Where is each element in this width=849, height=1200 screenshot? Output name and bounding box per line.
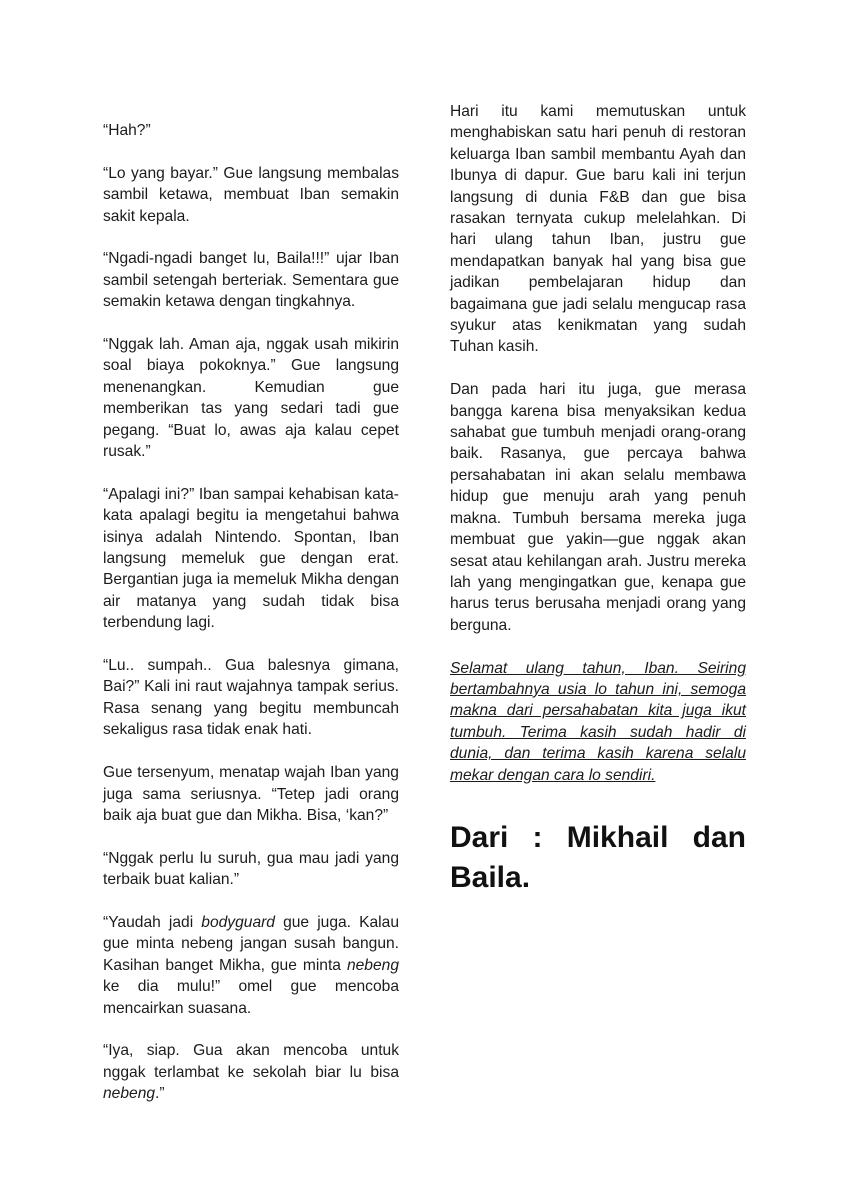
right-column <box>450 101 746 898</box>
paragraph: “Hah?” <box>103 122 151 139</box>
signoff-line: Baila. <box>450 860 531 894</box>
italic-text: bodyguard <box>201 913 275 931</box>
paragraph: “Lo yang bayar.” Gue langsung membalas sambil ketawa, membuat Iban semakin sakit kepala. <box>103 164 399 225</box>
paragraph <box>103 912 399 1019</box>
signoff-heading <box>450 818 746 898</box>
paragraph: Hari itu kami memutuskan untuk menghabiskan satu hari penuh di restoran keluarga Iban sambil membantu Ayah dan Ibunya di dapur. Gue baru kali ini terjun langsung di dunia F&B dan gue bisa rasakan ternyata cukup melelahkan. Di hari ulang tahun Iban, justru gue mendapatkan banyak hal yang bisa gue jadikan pembelajaran hidup dan bagaimana gue jadi selalu mengucap rasa syukur atas kenikmatan yang sudah Tuhan kasih. <box>450 103 746 356</box>
paragraph: “Ngadi-ngadi banget lu, Baila!!!” ujar Iban sambil setengah berteriak. Sementara gue semakin ketawa dengan tingkahnya. <box>103 250 399 311</box>
paragraph: Dan pada hari itu juga, gue merasa bangga karena bisa menyaksikan kedua sahabat gue tumbuh menjadi orang-orang baik. Rasanya, gue percaya bahwa persahabatan ini akan selalu membawa hidup gue menuju arah yang penuh makna. Tumbuh bersama mereka juga membuat gue yakin—gue nggak akan sesat atau kehilangan arah. Justru mereka lah yang mengingatkan gue, kenapa gue harus terus berusaha menjadi orang yang berguna. <box>450 381 746 634</box>
birthday-dedication: Selamat ulang tahun, Iban. Seiring bertambahnya usia lo tahun ini, semoga makna dari persahabatan kita juga ikut tumbuh. Terima kasih sudah hadir di dunia, dan terima kasih karena selalu mekar dengan cara lo sendiri. <box>450 659 746 784</box>
signoff-word: Mikhail <box>566 820 669 854</box>
left-column <box>103 120 399 1126</box>
text-run: .” <box>155 1085 165 1103</box>
paragraph <box>103 1040 399 1104</box>
paragraph: “Nggak lah. Aman aja, nggak usah mikirin soal biaya pokoknya.” Gue langsung menenangkan. Kemudian gue memberikan tas yang sedari tadi gue pegang. “Buat lo, awas aja kalau cepet rusak.” <box>103 336 399 461</box>
italic-text: nebeng <box>103 1085 156 1103</box>
text-run: “Iya, siap. Gua akan mencoba untuk nggak terlambat ke sekolah biar lu bisa <box>103 1042 399 1081</box>
italic-text: nebeng <box>346 956 399 974</box>
text-run: gue juga. Kalau gue minta nebeng jangan susah bangun. Kasihan banget Mikha, gue minta <box>103 913 399 974</box>
paragraph: “Apalagi ini?” Iban sampai kehabisan kata-kata apalagi begitu ia mengetahui bahwa isinya adalah Nintendo. Spontan, Iban langsung memeluk gue dengan erat. Bergantian juga ia memeluk Mikha dengan air matanya yang sudah tidak bisa terbendung lagi. <box>103 485 399 632</box>
text-run: ke dia mulu!” omel gue mencoba mencairkan suasana. <box>103 978 399 1017</box>
paragraph: “Lu.. sumpah.. Gua balesnya gimana, Bai?” Kali ini raut wajahnya tampak serius. Rasa senang yang begitu membuncah sekaligus rasa tidak enak hati. <box>103 657 399 739</box>
signoff-line <box>450 818 746 858</box>
signoff-word: Dari <box>450 820 509 854</box>
signoff-word: dan <box>692 820 746 854</box>
signoff-word: : <box>532 820 543 854</box>
paragraph: “Nggak perlu lu suruh, gua mau jadi yang terbaik buat kalian.” <box>103 849 399 889</box>
text-run: “Yaudah jadi <box>103 913 202 931</box>
paragraph: Gue tersenyum, menatap wajah Iban yang juga sama seriusnya. “Tetep jadi orang baik aja buat gue dan Mikha. Bisa, ‘kan?” <box>103 764 399 824</box>
